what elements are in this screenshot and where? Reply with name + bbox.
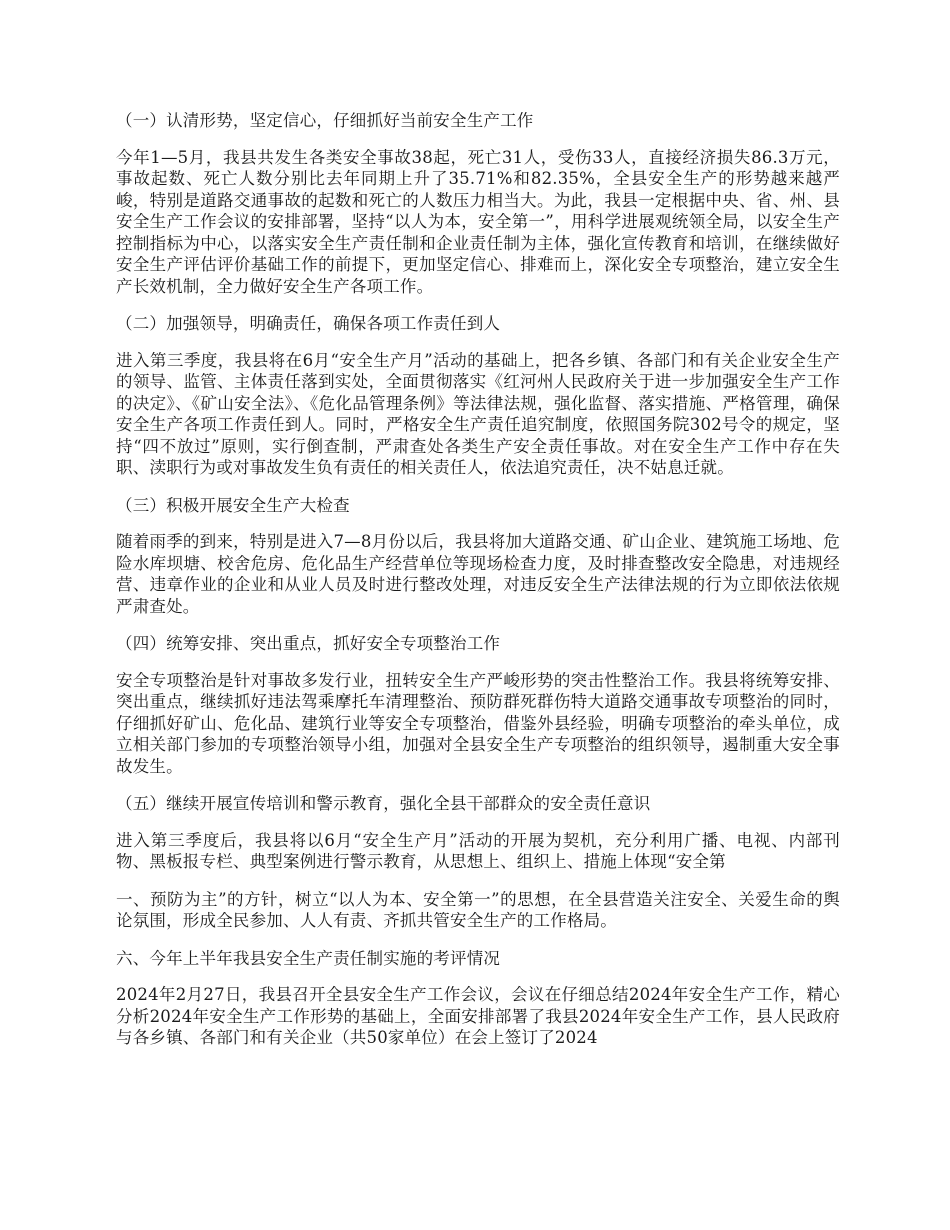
paragraph-7: 2024年2月27日，我县召开全县安全生产工作会议，会议在仔细总结2024年安全生产工作，精心分析2024年安全生产工作形势的基础上，全面安排部署了我县2024年安全生产工作，县人民政府与各乡镇、各部门和有关企业（共50家单位）在会上签订了2024 [116,985,840,1047]
section-heading-2: （二）加强领导，明确责任，确保各项工作责任到人 [116,314,501,333]
section-heading-3: （三）积极开展安全生产大检查 [116,495,350,515]
paragraph-3: 随着雨季的到来，特别是进入7—8月份以后，我县将加大道路交通、矿山企业、建筑施工场地、危险水库坝塘、校舍危房、危化品生产经营单位等现场检查力度，及时排查整改安全隐患，对违规经营、违章作业的企业和从业人员及时进行整改处理，对违反安全生产法律法规的行为立即依法依规严肃查处。 [116,532,840,616]
paragraph-2: 进入第三季度，我县将在6月“安全生产月”活动的基础上，把各乡镇、各部门和有关企业安全生产的领导、监管、主体责任落到实处，全面贯彻落实《红河州人民政府关于进一步加强安全生产工作的决定》、《矿山安全法》、《危化品管理条例》等法律法规，强化监督、落实措施、严格管理，确保安全生产各项工作责任到人。同时，严格安全生产责任追究制度，依照国务院302号令的规定，坚持“四不放过”原则，实行倒查制，严肃查处各类生产安全责任事故。对在安全生产工作中存在失职、渎职行为或对事故发生负有责任的相关责任人，依法追究责任，决不姑息迁就。 [116,350,840,477]
paragraph-6: 一、预防为主”的方针，树立“以人为本、安全第一”的思想，在全县营造关注安全、关爱生命的舆论氛围，形成全民参加、人人有责、齐抓共管安全生产的工作格局。 [116,889,840,930]
paragraph-1: 今年1—5月，我县共发生各类安全事故38起，死亡31人，受伤33人，直接经济损失86.3万元，事故起数、死亡人数分别比去年同期上升了35.71%和82.35%，全县安全生产的形势越来越严峻，特别是道路交通事故的起数和死亡的人数压力相当大。为此，我县一定根据中央、省、州、县安全生产工作会议的安排部署，坚持“以人为本，安全第一”，用科学进展观统领全局，以安全生产控制指标为中心，以落实安全生产责任制和企业责任制为主体，强化宣传教育和培训，在继续做好安全生产评估评价基础工作的前提下，更加坚定信心、排难而上，深化安全专项整治，建立安全生产长效机制，全力做好安全生产各项工作。 [116,147,840,296]
paragraph-5: 进入第三季度后，我县将以6月“安全生产月”活动的开展为契机，充分利用广播、电视、内部刊物、黑板报专栏、典型案例进行警示教育，从思想上、组织上、措施上体现“安全第 [116,830,840,871]
section-heading-4: （四）统筹安排、突出重点，抓好安全专项整治工作 [116,634,501,653]
section-heading-6: 六、今年上半年我县安全生产责任制实施的考评情况 [116,948,501,968]
section-heading-1: （一）认清形势，坚定信心，仔细抓好当前安全生产工作 [116,111,534,130]
section-heading-5: （五）继续开展宣传培训和警示教育，强化全县干部群众的安全责任意识 [116,794,651,813]
paragraph-4: 安全专项整治是针对事故多发行业，扭转安全生产严峻形势的突击性整治工作。我县将统筹安排、突出重点，继续抓好违法驾乘摩托车清理整治、预防群死群伤特大道路交通事故专项整治的同时，仔细抓好矿山、危化品、建筑行业等安全专项整治，借鉴外县经验，明确专项整治的牵头单位，成立相关部门参加的专项整治领导小组，加强对全县安全生产专项整治的组织领导，遏制重大安全事故发生。 [116,670,840,776]
